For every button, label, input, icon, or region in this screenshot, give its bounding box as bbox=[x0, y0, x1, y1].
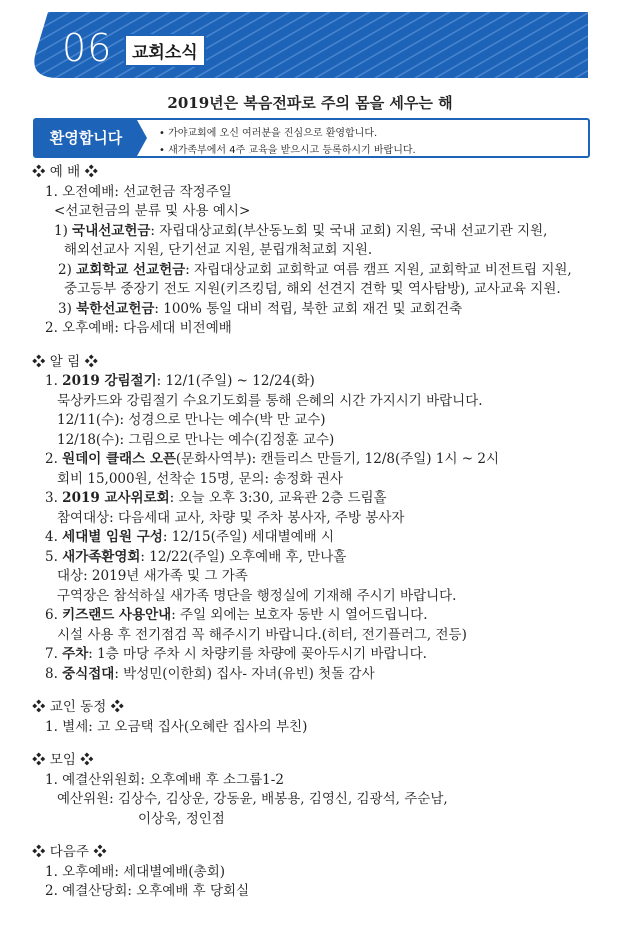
section-number: 06 bbox=[62, 26, 113, 70]
list-item: 1) 국내선교헌금: 자립대상교회(부산동노회 및 국내 교회) 지원, 국내 선교기관 지원, bbox=[54, 222, 548, 239]
list-item: 1. 오전예배: 선교헌금 작정주일 bbox=[45, 183, 232, 200]
members-section bbox=[30, 698, 610, 737]
list-item: 4. 세대별 임원 구성: 12/15(주일) 세대별예배 시 bbox=[45, 529, 335, 545]
worship-section bbox=[30, 163, 610, 339]
list-item-cont: 묵상카드와 강림절기 수요기도회를 통해 은혜의 시간 가지시기 바랍니다. bbox=[57, 392, 483, 409]
list-item-cont: 이상욱, 정인점 bbox=[138, 810, 225, 827]
list-item: 8. 중식접대: 박성민(이한희) 집사- 자녀(유빈) 첫돌 감사 bbox=[45, 665, 375, 682]
section-title: 교회소식 bbox=[124, 34, 206, 67]
list-item: 6. 키즈랜드 사용안내: 주일 외에는 보호자 동반 시 열어드립니다. bbox=[45, 607, 428, 623]
list-item: 2. 오후예배: 다음세대 비전예배 bbox=[45, 320, 232, 336]
list-item: 7. 주차: 1층 마당 주차 시 차량키를 차량에 꽂아두시기 바랍니다. bbox=[45, 646, 427, 662]
list-item: 1. 오후예배: 세대별예배(총회) bbox=[45, 863, 225, 880]
welcome-line-1: • 가야교회에 오신 여러분을 진심으로 환영합니다. bbox=[159, 128, 378, 139]
section-heading: ❖ 다음주 ❖ bbox=[32, 844, 107, 860]
list-item: 1. 2019 강림절기: 12/1(주일) ~ 12/24(화) bbox=[45, 373, 315, 389]
list-item: 1. 별세: 고 오금택 집사(오혜란 집사의 부친) bbox=[45, 718, 308, 735]
section-heading: ❖ 모임 ❖ bbox=[32, 752, 94, 768]
list-item-cont: 회비 15,000원, 선착순 15명, 문의: 송정화 권사 bbox=[57, 470, 343, 487]
next-week-section bbox=[30, 843, 610, 902]
list-item: 3. 2019 교사위로회: 오늘 오후 3:30, 교육관 2층 드림홀 bbox=[45, 490, 387, 506]
welcome-arrow bbox=[137, 120, 147, 156]
list-item: 3) 북한선교헌금: 100% 통일 대비 적립, 북한 교회 재건 및 교회건축 bbox=[58, 300, 463, 317]
meetings-section bbox=[30, 751, 610, 829]
section-heading: ❖ 알 림 ❖ bbox=[32, 353, 98, 370]
list-item: 1. 예결산위원회: 오후예배 후 소그룹1-2 bbox=[45, 771, 284, 788]
welcome-label: 환영합니다 bbox=[35, 120, 137, 156]
list-item: 2) 교회학교 선교헌금: 자립대상교회 교회학교 여름 캠프 지원, 교회학교 비전트립 지원, bbox=[58, 261, 572, 278]
section-banner bbox=[28, 12, 588, 78]
section-heading: ❖ 예 배 ❖ bbox=[32, 164, 98, 180]
welcome-line-2: • 새가족부에서 4주 교육을 받으시고 등록하시기 바랍니다. bbox=[159, 145, 416, 156]
list-item-cont: 12/11(수): 성경으로 만나는 예수(박 만 교수) bbox=[57, 412, 326, 428]
list-item: 5. 새가족환영회: 12/22(주일) 오후예배 후, 만나홀 bbox=[45, 548, 347, 565]
welcome-box bbox=[33, 118, 590, 158]
list-item-cont: 12/18(수): 그림으로 만나는 예수(김정훈 교수) bbox=[57, 431, 335, 448]
list-item-cont: 예산위원: 김상수, 김상운, 강동윤, 배봉용, 김영신, 김광석, 주순남, bbox=[57, 791, 448, 807]
notices-section bbox=[30, 353, 610, 685]
news-content bbox=[30, 163, 610, 902]
list-item-cont: 구역장은 참석하실 새가족 명단을 행정실에 기재해 주시기 바랍니다. bbox=[57, 587, 457, 604]
list-item-cont: 대상: 2019년 새가족 및 그 가족 bbox=[57, 568, 248, 584]
page-subtitle: 2019년은 복음전파로 주의 몸을 세우는 해 bbox=[167, 94, 453, 112]
list-subheading: <선교헌금의 분류 및 사용 예시> bbox=[54, 203, 251, 219]
list-item: 2. 원데이 클래스 오픈(문화사역부): 캔들리스 만들기, 12/8(주일) 1시 ~ 2시 bbox=[45, 451, 500, 467]
list-item: 2. 예결산당회: 오후예배 후 당회실 bbox=[45, 883, 250, 899]
list-item-cont: 중고등부 중장기 전도 지원(키즈킹덤, 해외 선견지 견학 및 역사탐방), 교사교육 지원. bbox=[64, 281, 561, 297]
list-item-cont: 해외선교사 지원, 단기선교 지원, 분립개척교회 지원. bbox=[64, 242, 373, 258]
list-item-cont: 시설 사용 후 전기점검 꼭 해주시기 바랍니다.(히터, 전기플러그, 전등) bbox=[57, 626, 467, 643]
section-heading: ❖ 교인 동정 ❖ bbox=[32, 699, 125, 715]
list-item-cont: 참여대상: 다음세대 교사, 차량 및 주차 봉사자, 주방 봉사자 bbox=[57, 509, 405, 526]
